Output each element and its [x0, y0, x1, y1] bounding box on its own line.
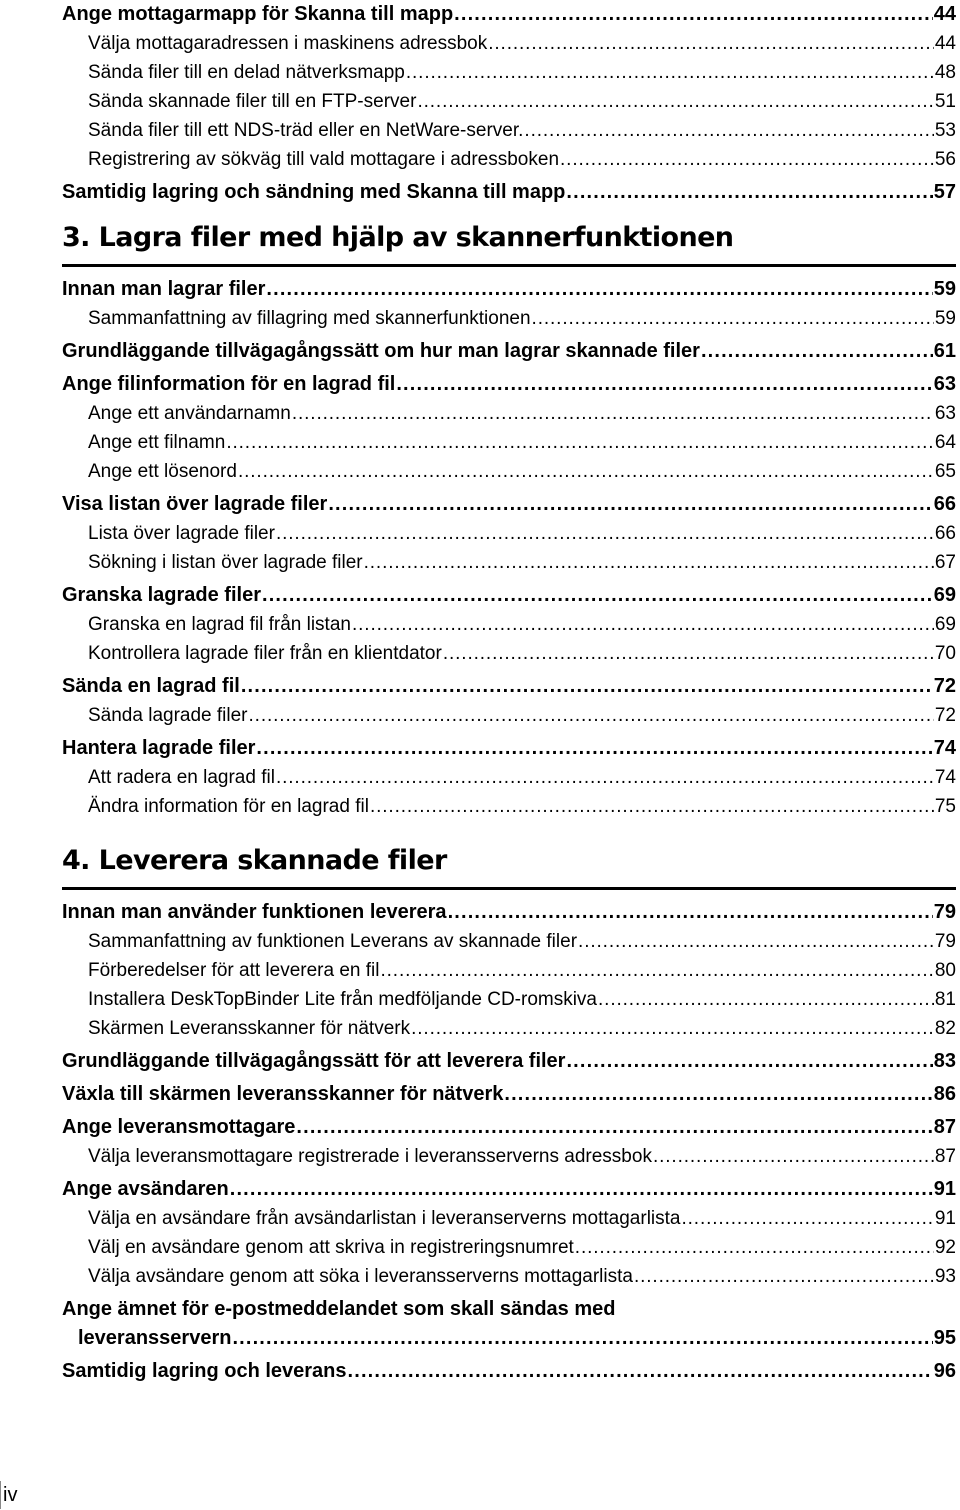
toc-entry-section[interactable] — [62, 490, 956, 519]
toc-entry-subsection[interactable] — [62, 610, 956, 639]
toc-page-number: 83 — [933, 1050, 956, 1072]
toc-page-number: 44 — [933, 3, 956, 25]
toc-entry-title-line2: leveransservern — [78, 1327, 232, 1349]
dot-leader — [396, 370, 932, 399]
toc-entry-title: Sammanfattning av funktionen Leverans av skannade filer — [88, 931, 578, 952]
toc-entry-title: Visa listan över lagrade filer — [62, 493, 328, 515]
toc-entry-subsection[interactable] — [62, 58, 956, 87]
dot-leader — [566, 178, 932, 207]
toc-page-number: 63 — [933, 373, 956, 395]
toc-entry-title: Registrering av sökväg till vald mottagare i adressboken — [88, 149, 560, 170]
toc-page-number: 79 — [933, 901, 956, 923]
toc-page-number: 56 — [934, 149, 956, 170]
dot-leader — [701, 337, 933, 366]
toc-entry-section[interactable] — [62, 1357, 956, 1386]
toc-entry-title: Ange leveransmottagare — [62, 1116, 296, 1138]
toc-page-number: 63 — [934, 403, 956, 424]
toc-entry-multiline[interactable] — [62, 1295, 956, 1353]
toc-entry-title: Välja avsändare genom att söka i leveransserverns mottagarlista — [88, 1266, 633, 1287]
dot-leader — [504, 1080, 932, 1109]
toc-entry-title: Sända filer till ett NDS-träd eller en NetWare-server. — [88, 120, 524, 141]
toc-entry-title: Ändra information för en lagrad fil — [88, 796, 369, 817]
toc-entry-section[interactable] — [62, 1113, 956, 1142]
toc-entry-title-line1: Ange ämnet för e-postmeddelandet som skall sändas med — [62, 1298, 616, 1320]
toc-entry-subsection[interactable] — [62, 519, 956, 548]
toc-entry-title: Granska en lagrad fil från listan — [88, 614, 351, 635]
toc-entry-title: Välja leveransmottagare registrerade i leveransserverns adressbok — [88, 1146, 652, 1167]
toc-page-number: 48 — [934, 62, 956, 83]
dot-leader — [249, 701, 934, 730]
toc-entry-title: Ange avsändaren — [62, 1178, 229, 1200]
toc-entry-section[interactable] — [62, 1080, 956, 1109]
dot-leader — [575, 1233, 934, 1262]
toc-page-number: 93 — [934, 1266, 956, 1287]
dot-leader — [328, 490, 932, 519]
toc-entry-title: Granska lagrade filer — [62, 584, 261, 606]
toc-entry-title: Sammanfattning av fillagring med skannerfunktionen — [88, 308, 531, 329]
toc-page-number: 72 — [933, 675, 956, 697]
toc-page-number: 57 — [933, 181, 956, 203]
toc-section-chapter-3 — [62, 275, 956, 821]
dot-leader — [292, 399, 934, 428]
dot-leader — [238, 457, 934, 486]
toc-entry-title: Hantera lagrade filer — [62, 737, 256, 759]
toc-entry-title: Att radera en lagrad fil — [88, 767, 275, 788]
toc-page-number: 91 — [933, 1178, 956, 1200]
toc-entry-subsection[interactable] — [62, 116, 956, 145]
toc-entry-section[interactable] — [62, 337, 956, 366]
dot-leader — [262, 581, 933, 610]
dot-leader — [560, 145, 934, 174]
toc-page-number: 66 — [933, 493, 956, 515]
toc-section-top — [62, 0, 956, 207]
dot-leader — [524, 116, 933, 145]
toc-page-number: 69 — [933, 584, 956, 606]
toc-entry-title: Sända skannade filer till en FTP-server — [88, 91, 417, 112]
toc-entry-section[interactable] — [62, 734, 956, 763]
toc-page-number: 74 — [934, 767, 956, 788]
toc-page-number: 92 — [934, 1237, 956, 1258]
toc-entry-subsection[interactable] — [62, 639, 956, 668]
toc-page-number: 59 — [934, 308, 956, 329]
dot-leader — [256, 734, 932, 763]
toc-entry-subsection[interactable] — [62, 985, 956, 1014]
toc-page-number: 87 — [934, 1146, 956, 1167]
toc-entry-section[interactable] — [62, 672, 956, 701]
toc-page-number: 64 — [934, 432, 956, 453]
dot-leader — [634, 1262, 934, 1291]
toc-page-number: 69 — [934, 614, 956, 635]
toc-entry-title: Sända filer till en delad nätverksmapp — [88, 62, 405, 83]
toc-page — [62, 0, 956, 1386]
toc-entry-title: Samtidig lagring och leverans — [62, 1360, 347, 1382]
toc-entry-title: Välj en avsändare genom att skriva in registreringsnumret — [88, 1237, 574, 1258]
dot-leader — [653, 1142, 934, 1171]
toc-page-number: 87 — [933, 1116, 956, 1138]
dot-leader — [370, 792, 934, 821]
chapter-heading-3: 3. Lagra filer med hjälp av skannerfunktionen — [62, 218, 956, 267]
dot-leader — [296, 1113, 932, 1142]
dot-leader — [230, 1175, 933, 1204]
toc-page-number: 72 — [934, 705, 956, 726]
dot-leader — [448, 898, 933, 927]
toc-entry-subsection[interactable] — [62, 428, 956, 457]
toc-entry-title: Innan man använder funktionen leverera — [62, 901, 447, 923]
toc-entry-subsection[interactable] — [62, 399, 956, 428]
toc-page-number: 82 — [934, 1018, 956, 1039]
toc-entry-subsection[interactable] — [62, 548, 956, 577]
dot-leader — [226, 428, 934, 457]
toc-entry-title: Ange mottagarmapp för Skanna till mapp — [62, 3, 454, 25]
dot-leader — [266, 275, 932, 304]
toc-entry-title: Sända en lagrad fil — [62, 675, 240, 697]
toc-entry-title: Ange ett användarnamn — [88, 403, 291, 424]
toc-entry-section[interactable] — [62, 898, 956, 927]
toc-entry-title: Välja en avsändare från avsändarlistan i leveranserverns mottagarlista — [88, 1208, 681, 1229]
toc-page-number: 67 — [934, 552, 956, 573]
toc-entry-section[interactable] — [62, 275, 956, 304]
dot-leader — [364, 548, 934, 577]
toc-entry-section[interactable] — [62, 1175, 956, 1204]
dot-leader — [276, 519, 934, 548]
dot-leader — [348, 1357, 933, 1386]
toc-entry-title: Ange filinformation för en lagrad fil — [62, 373, 396, 395]
toc-entry-subsection[interactable] — [62, 1142, 956, 1171]
dot-leader — [443, 639, 934, 668]
toc-entry-subsection[interactable] — [62, 1204, 956, 1233]
toc-section-chapter-4 — [62, 898, 956, 1291]
toc-page-number: 81 — [934, 989, 956, 1010]
dot-leader — [598, 985, 934, 1014]
toc-page-number: 95 — [933, 1327, 956, 1349]
toc-entry-title: Växla till skärmen leveransskanner för nätverk — [62, 1083, 504, 1105]
toc-entry-section[interactable] — [62, 0, 956, 29]
dot-leader — [276, 763, 934, 792]
toc-entry-subsection[interactable] — [62, 792, 956, 821]
toc-entry-title: Skärmen Leveransskanner för nätverk — [88, 1018, 411, 1039]
toc-entry-title: Lista över lagrade filer — [88, 523, 275, 544]
toc-entry-title: Sända lagrade filer — [88, 705, 248, 726]
toc-entry-section[interactable] — [62, 1047, 956, 1076]
dot-leader — [681, 1204, 933, 1233]
toc-entry-subsection[interactable] — [62, 304, 956, 333]
toc-entry-subsection[interactable] — [62, 29, 956, 58]
toc-entry-section[interactable] — [62, 581, 956, 610]
page-folio: iv — [0, 1481, 17, 1509]
toc-entry-title: Förberedelser för att leverera en fil — [88, 960, 380, 981]
toc-entry-title: Innan man lagrar filer — [62, 278, 266, 300]
toc-page-number: 59 — [933, 278, 956, 300]
toc-entry-title: Sökning i listan över lagrade filer — [88, 552, 363, 573]
toc-entry-subsection[interactable] — [62, 1233, 956, 1262]
toc-entry-title: Installera DeskTopBinder Lite från medföljande CD-romskiva — [88, 989, 598, 1010]
toc-page-number: 61 — [933, 340, 956, 362]
toc-entry-title: Ange ett filnamn — [88, 432, 226, 453]
toc-entry-subsection[interactable] — [62, 87, 956, 116]
toc-entry-subsection[interactable] — [62, 1014, 956, 1043]
toc-entry-subsection[interactable] — [62, 701, 956, 730]
dot-leader — [241, 672, 933, 701]
toc-page-number: 51 — [934, 91, 956, 112]
toc-page-number: 75 — [934, 796, 956, 817]
toc-entry-section[interactable] — [62, 178, 956, 207]
toc-entry-title: Samtidig lagring och sändning med Skanna till mapp — [62, 181, 566, 203]
toc-section-chapter-4-end — [62, 1357, 956, 1386]
toc-entry-section[interactable] — [62, 370, 956, 399]
toc-entry-subsection[interactable] — [62, 956, 956, 985]
toc-entry-title: Kontrollera lagrade filer från en klientdator — [88, 643, 442, 664]
dot-leader — [417, 87, 933, 116]
dot-leader — [232, 1324, 932, 1353]
dot-leader — [578, 927, 934, 956]
toc-page-number: 79 — [934, 931, 956, 952]
toc-entry-subsection[interactable] — [62, 457, 956, 486]
dot-leader — [532, 304, 934, 333]
toc-entry-subsection[interactable] — [62, 145, 956, 174]
dot-leader — [566, 1047, 932, 1076]
toc-page-number: 96 — [933, 1360, 956, 1382]
dot-leader — [454, 0, 933, 29]
toc-entry-title: Grundläggande tillvägagångssätt för att leverera filer — [62, 1050, 566, 1072]
toc-page-number: 65 — [934, 461, 956, 482]
dot-leader — [406, 58, 934, 87]
dot-leader — [411, 1014, 934, 1043]
toc-entry-title: Ange ett lösenord — [88, 461, 237, 482]
toc-page-number: 53 — [934, 120, 956, 141]
toc-entry-title: Grundläggande tillvägagångssätt om hur man lagrar skannade filer — [62, 340, 700, 362]
toc-page-number: 80 — [934, 960, 956, 981]
toc-entry-subsection[interactable] — [62, 1262, 956, 1291]
dot-leader — [488, 29, 934, 58]
toc-entry-subsection[interactable] — [62, 927, 956, 956]
toc-page-number: 86 — [933, 1083, 956, 1105]
toc-page-number: 70 — [934, 643, 956, 664]
toc-entry-subsection[interactable] — [62, 763, 956, 792]
dot-leader — [380, 956, 933, 985]
toc-page-number: 66 — [934, 523, 956, 544]
chapter-heading-4: 4. Leverera skannade filer — [62, 841, 956, 890]
toc-page-number: 74 — [933, 737, 956, 759]
dot-leader — [352, 610, 934, 639]
toc-page-number: 91 — [934, 1208, 956, 1229]
toc-entry-title: Välja mottagaradressen i maskinens adressbok — [88, 33, 488, 54]
toc-page-number: 44 — [934, 33, 956, 54]
